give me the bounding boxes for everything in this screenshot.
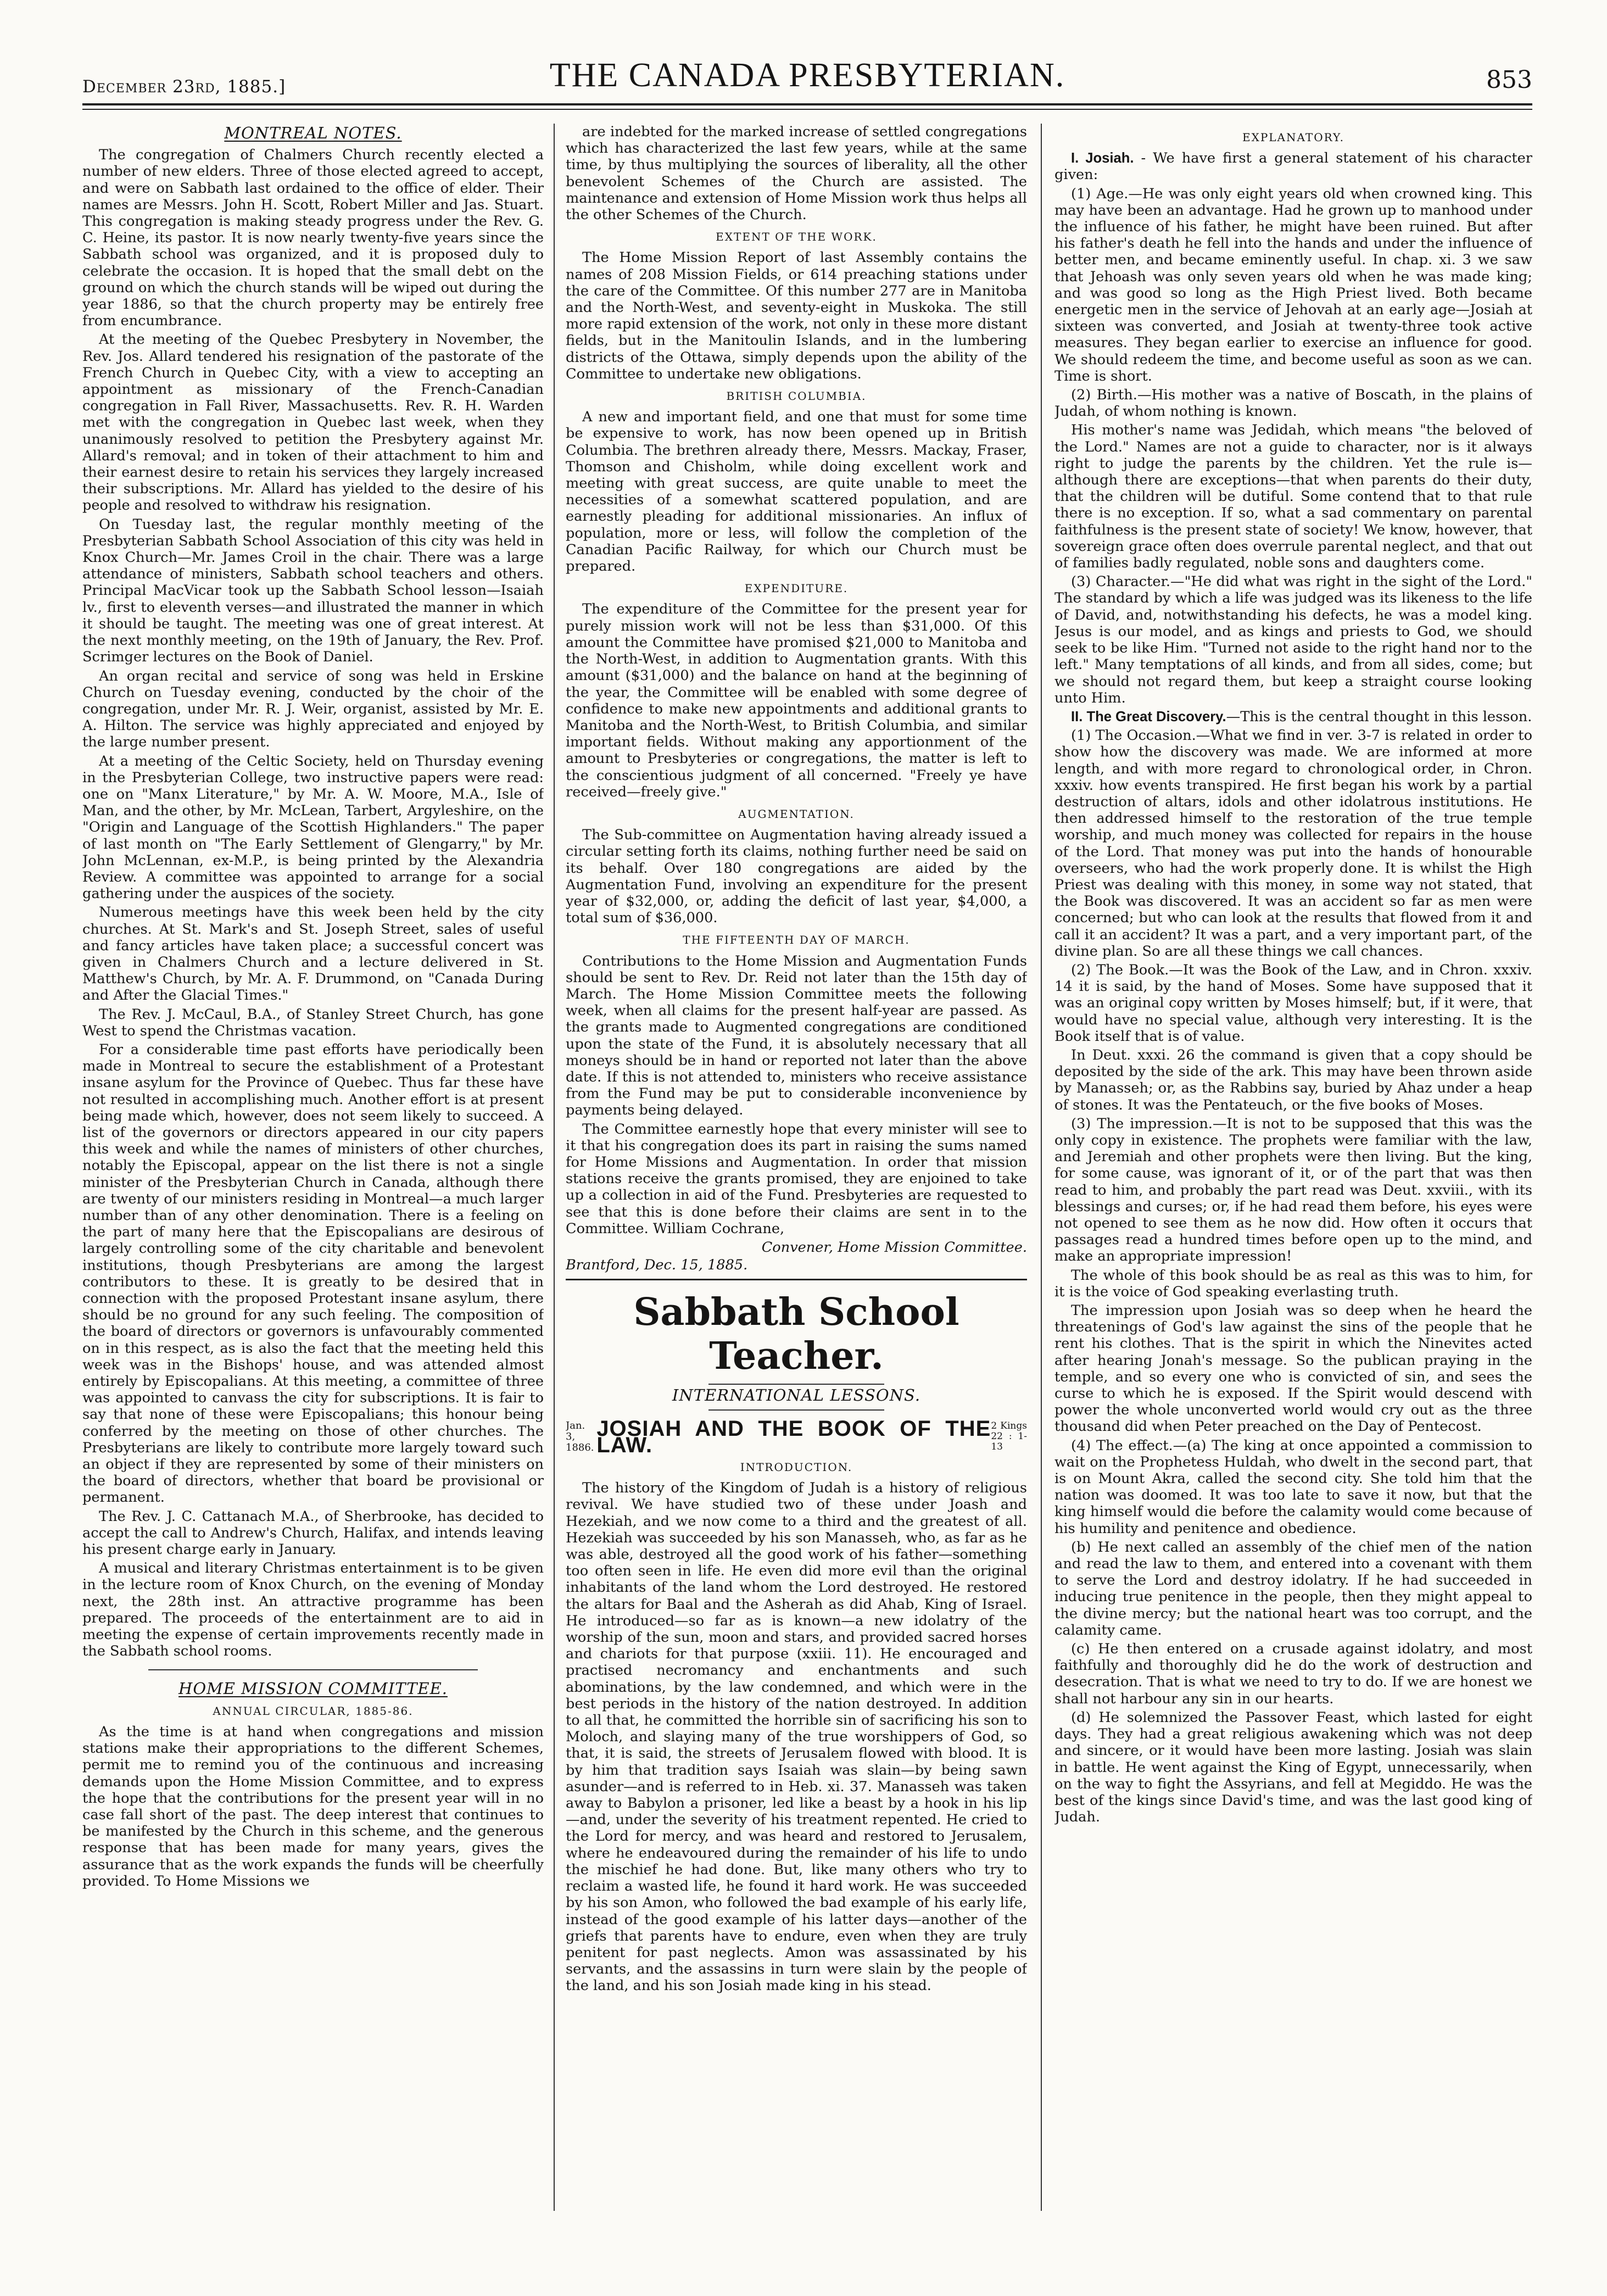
signature-place: Brantford, Dec. 15, 1885. (566, 1257, 748, 1274)
article-paragraph: A new and important field, and one that must for some time be expensive to work, has now been opened up in British Columbia. The brethren already there, Messrs. Mackay, Fraser, Thomson and Chisholm, while doing excellent work and meeting with great success, are quite unable to meet the necessities of a somewhat scattered population, and are earnestly pleading for additional missionaries. An influx of population, more or less, will follow the completion of the Canadian Pacific Railway, for which our Church must be prepared. (566, 409, 1027, 575)
header-rule-thin (82, 109, 1532, 110)
section-heading-discovery (1054, 709, 1532, 725)
masthead-title: THE CANADA PRESBYTERIAN. (549, 57, 1065, 94)
signature-title: Convener, Home Mission Committee. (761, 1239, 1027, 1256)
section-divider (566, 1279, 1027, 1280)
article-paragraph: The Committee earnestly hope that every minister will see to it that his congregation does its part in raising the sums named for Home Missions and Augmentation. In order that mission stations receive the grants promised, they are enjoined to take up a collection in aid of the Fund. Presbyteries are requested to see that this is done before their claims are sent in to the Committee. William Cochrane, (566, 1121, 1027, 1237)
article-paragraph: A musical and literary Christmas entertainment is to be given in the lecture room of Knox Church, on the evening of Monday next, the 28th inst. An attractive programme has been prepared. The proceeds of the entertainment are to aid in meeting the expense of certain improvements recently made in the Sabbath school rooms. (82, 1560, 544, 1660)
expenditure-subheading: EXPENDITURE. (744, 582, 849, 595)
article-paragraph: The whole of this book should be as real as this was to him, for it is the voice of God speaking everlasting truth. (1054, 1267, 1532, 1300)
lesson-date: Jan. 3, 1886. (566, 1419, 594, 1453)
article-paragraph: The congregation of Chalmers Church recently elected a number of new elders. Three of those elected agreed to accept, and were on Sabbath last ordained to the office of elder. Their names are Messrs. John H. Scott, Robert Miller and Jas. Stuart. This congregation is making steady progress under the Rev. G. C. Heine, its pastor. It is now nearly twenty-five years since the Sabbath school was organized, and it is proposed duly to celebrate the occasion. It is hoped that the small debt on the ground on which the church stands will be wiped out during the year 1886, so that the church property may be entirely free from encumbrance. (82, 147, 544, 330)
article-paragraph: The Rev. J. C. Cattanach M.A., of Sherbrooke, has decided to accept the call to Andrew's Church, Halifax, and intends leaving his present charge early in January. (82, 1508, 544, 1558)
article-paragraph: (b) He next called an assembly of the chief men of the nation and read the law to them, and entered into a covenant with them to serve the Lord and destroy idolatry. If he had succeeded in inducing true penitence in the people, then they might appeal to the divine mercy; but the national heart was too corrupt, and the calamity came. (1054, 1539, 1532, 1639)
lesson-reference: 2 Kings 22 : 1-13 (991, 1420, 1027, 1453)
article-paragraph: The impression upon Josiah was so deep when he heard the threatenings of God's law against the sins of the people that he rent his clothes. That is the spirit in which the Ninevites acted after hearing Jonah's message. So the publican praying in the temple, and so every one who is convicted of sin, and sees the curse to which he is exposed. If the Spirit would descend with power the whole unconverted world would cry out as the three thousand did when Peter preached on the Day of Pentecost. (1054, 1302, 1532, 1435)
section-divider (708, 1409, 884, 1411)
montreal-notes-body (82, 147, 544, 1659)
explanatory-subheading: EXPLANATORY. (1242, 131, 1345, 144)
article-paragraph: The Sub-committee on Augmentation having already issued a circular setting forth its claims, nothing further need be said on its behalf. Over 180 congregations are aided by the Augmentation Fund, involving an expenditure for the present year of $32,000, or, adding the deficit of last year, $4,000, a total sum of $36,000. (566, 827, 1027, 927)
header-rule (82, 103, 1532, 105)
article-paragraph: An organ recital and service of song was held in Erskine Church on Tuesday evening, conducted by the choir of the congregation, under Mr. R. J. Weir, organist, assisted by Mr. E. A. Hilton. The service was highly appreciated and enjoyed by the large number present. (82, 667, 544, 751)
article-paragraph: (1) Age.—He was only eight years old when crowned king. This may have been an advantage. Had he grown up to manhood under the influence of his father, he might have been ruined. But after his father's death he fell into the hands and under the influence of better men, and became eminently useful. In chap. xi. 3 we saw that Jehoash was only seven years old when he was made king; and was good so long as the High Priest lived. Both became energetic men in the service of Jehovah at an early age—Josiah at sixteen was converted, and Josiah at twenty-three took active measures. They began earlier to exercise an influence for good. We should redeem the time, and become useful as soon as we can. Time is short. (1054, 185, 1532, 384)
article-paragraph: (c) He then entered on a crusade against idolatry, and most faithfully and thoroughly did he do the work of destruction and desecration. That is what we need to try to do. If we are honest we shall not harbour any sin in our hearts. (1054, 1641, 1532, 1707)
montreal-notes-heading: MONTREAL NOTES. (224, 124, 402, 142)
annual-circular-subheading: ANNUAL CIRCULAR, 1885-86. (213, 1704, 414, 1718)
page-header (82, 55, 1532, 104)
heading-label: II. The Great Discovery. (1071, 709, 1226, 725)
article-paragraph: His mother's name was Jedidah, which means "the beloved of the Lord." Names are not a guide to character, nor is it always right to judge the parents by the children. Yet the rule is—although there are exceptions—that when parents do their duty, that the children will be dutiful. Some contend that to that rule there is no exception. If so, what a sad commentary on parental faithfulness is the present state of society! We know, however, that sovereign grace often does overrule parental neglect, and that out of families badly regulated, noble sons and daughters come. (1054, 422, 1532, 572)
article-paragraph: Contributions to the Home Mission and Augmentation Funds should be sent to Rev. Dr. Reid not later than the 15th day of March. The Home Mission Committee meets the following week, when all claims for the present half-year are passed. As the grants made to Augmented congregations are conditioned upon the state of the Fund, it is absolutely necessary that all moneys should be in hand or reported not later than the above date. If this is not attended to, ministers who receive assistance from the Fund may be put to considerable inconvenience by payments being delayed. (566, 952, 1027, 1119)
article-paragraph: Numerous meetings have this week been held by the city churches. At St. Mark's and St. Joseph Street, sales of useful and fancy articles have taken place; a successful concert was given in Chalmers Church and a lecture delivered in St. Matthew's Church, by Mr. A. F. Drummond, on "Canada During and After the Glacial Times." (82, 904, 544, 1004)
header-date: December 23rd, 1885.] (82, 77, 286, 97)
home-mission-heading: HOME MISSION COMMITTEE. (178, 1679, 448, 1698)
extent-subheading: EXTENT OF THE WORK. (716, 230, 877, 244)
column-1 (82, 124, 544, 2266)
article-paragraph: The expenditure of the Committee for the present year for purely mission work will not be less than $31,000. Of this amount the Committee have promised $21,000 to Manitoba and the North-West, in addition to Augmentation grants. With this amount ($31,000) and the balance on hand at the beginning of the year, the Committee will be enabled with some degree of confidence to make new appointments and additional grants to Manitoba and the North-West, to British Columbia, and similar important fields. Without making any apportionment of the amount to Presbyteries or congregations, the matter is left to the conscientious judgment of all concerned. "Freely ye have received—freely give." (566, 601, 1027, 800)
column-2 (566, 124, 1027, 2266)
article-paragraph: The Rev. J. McCaul, B.A., of Stanley Street Church, has gone West to spend the Christmas vacation. (82, 1006, 544, 1039)
british-columbia-subheading: BRITISH COLUMBIA. (726, 389, 867, 403)
article-paragraph: (4) The effect.—(a) The king at once appointed a commission to wait on the Prophetess Huldah, who dwelt in the second part, that is on Mount Akra, called the second city. She told him that the nation was doomed. It was too late to save it now, but that the king himself would die before the calamity would come because of his humility and penitence and obedience. (1054, 1437, 1532, 1537)
article-paragraph: In Deut. xxxi. 26 the command is given that a copy should be deposited by the side of the ark. This may have been thrown aside by Manasseh; or, as the Rabbins say, buried by Ahaz under a heap of stones. It was the Pentateuch, or the five books of Moses. (1054, 1046, 1532, 1113)
article-paragraph: (1) The Occasion.—What we find in ver. 3-7 is related in order to show how the discovery was made. We are informed at more length, and with more regard to chronological order, in Chron. xxxiv. how events transpired. He first began his work by a partial destruction of altars, idols and other idolatrous institutions. He then addressed himself to the restoration of the true temple worship, and much money was collected for repairs in the house of the Lord. That money was put into the hands of honourable overseers, who had the work properly done. It is whilst the High Priest was dealing with this money, in some way not stated, that the Book was discovered. It was an accident so far as men were concerned; but who can look at the results that flowed from it and call it an accident? It was a part, and a very important part, of the divine plan. So are all these things we call chances. (1054, 727, 1532, 960)
article-paragraph: On Tuesday last, the regular monthly meeting of the Presbyterian Sabbath School Association of this city was held in Knox Church—Mr. James Croil in the chair. There was a large attendance of ministers, Sabbath school teachers and others. Principal MacVicar took up the Sabbath School lesson—Isaiah lv., first to eleventh verses—and illustrated the manner in which it should be taught. The meeting was one of great interest. At the next monthly meeting, on the 19th of January, the Rev. Prof. Scrimger lectures on the Book of Daniel. (82, 516, 544, 666)
heading-text: - We have first a general statement of his character given: (1054, 150, 1532, 183)
heading-label: I. Josiah. (1071, 151, 1134, 166)
article-paragraph: (3) Character.—"He did what was right in the sight of the Lord." The standard by which a life was judged was its likeness to the life of David, and, notwithstanding his defects, he was a model king. Jesus is our model, and as kings and priests to God, we should seek to be like Him. "Turned not aside to the right hand nor to the left." Many temptations of all kinds, and from all sides, come; but we should not regard them, but keep a straight course looking unto Him. (1054, 573, 1532, 706)
article-paragraph: (2) The Book.—It was the Book of the Law, and in Chron. xxxiv. 14 it is said, by the hand of Moses. Some have supposed that it was an original copy written by Moses himself; but, if it were, that would have no special value, although very interesting. It is the Book itself that is of value. (1054, 961, 1532, 1045)
march-subheading: THE FIFTEENTH DAY OF MARCH. (683, 933, 910, 947)
international-lessons-heading: INTERNATIONAL LESSONS. (672, 1386, 921, 1405)
sabbath-school-teacher-heading: Sabbath School Teacher. (633, 1290, 959, 1379)
article-paragraph: (d) He solemnized the Passover Feast, which lasted for eight days. They had a great religious awakening which was not deep and sincere, or it would have been more lasting. Josiah was slain in battle. He went against the King of Egypt, unnecessarily, when on the way to fight the Assyrians, and fell at Megiddo. He was the best of the kings since David's time, and was the last good king of Judah. (1054, 1709, 1532, 1826)
column-3 (1054, 124, 1532, 2266)
article-paragraph: As the time is at hand when congregations and mission stations make their appropriations to the different Schemes, permit me to remind you of the continuous and increasing demands upon the Home Mission Committee, and to express the hope that the contributions for the present year will in no case fall short of the past. The deep interest that continues to be manifested by the Church in this scheme, and the generous response that has been made for many years, gives the assurance that as the work expands the funds will be cheerfully provided. To Home Missions we (82, 1723, 544, 1890)
heading-text: —This is the central thought in this lesson. (1226, 708, 1532, 725)
introduction-subheading: INTRODUCTION. (740, 1461, 853, 1474)
article-paragraph: The history of the Kingdom of Judah is a history of religious revival. We have studied two of these under Joash and Hezekiah, and we now come to a third and the greatest of all. Hezekiah was succeeded by his son Manasseh, who, as far as he was able, destroyed all the good work of his father—something too often seen in life. He even did more evil than the original inhabitants of the land whom the Lord destroyed. He restored the altars for Baal and the Asherah as did Ahab, King of Israel. He introduced—so far as is known—a new idolatry of the worship of the sun, moon and stars, and provided sacred horses and chariots for that purpose (xxiii. 11). He encouraged and practised necromancy and enchantments and such abominations, by the law condemned, and which were in the best periods in the history of the nation destroyed. In addition to all that, he committed the horrible sin of sacrificing his son to Moloch, and slaying many of the true worshippers of God, so that, it is said, the streets of Jerusalem flowed with blood. It is by him that tradition says Isaiah was slain—by being sawn asunder—and is referred to in Heb. xi. 37. Manasseh was taken away to Babylon a prisoner, led like a beast by a hook in his lip—and, under the severity of his treatment repented. He cried to the Lord for mercy, and was heard and restored to Jerusalem, where he endeavoured during the remainder of his life to undo the mischief he had done. But, like many others who try to reclaim a wasted life, he found it hard work. He was succeeded by his son Amon, who followed the bad example of his early life, instead of the good example of his latter days—another of the griefs that parents have to endure, even when they are truly penitent for past neglects. Amon was assassinated by his servants, and the assassins in turn were slain by the people of the land, and his son Josiah made king in his stead. (566, 1480, 1027, 1994)
lesson-header (566, 1416, 1027, 1457)
article-paragraph: At the meeting of the Quebec Presbytery in November, the Rev. Jos. Allard tendered his resignation of the pastorate of the French Church in Quebec City, with a view to accepting an appointment as missionary of the French-Canadian congregation in Fall River, Massachusetts. Rev. R. H. Warden met with the congregation in Quebec last week, when they unanimously resolved to petition the Presbytery against Mr. Allard's removal; and in token of their attachment to him and their earnest desire to retain his services they largely increased their subscriptions. Mr. Allard has yielded to the desire of his people and resolved to withdraw his resignation. (82, 331, 544, 514)
article-paragraph: (3) The impression.—It is not to be supposed that this was the only copy in existence. The prophets were familiar with the law, and Jeremiah and other prophets were then living. But the king, for some cause, was ignorant of it, or of the part that was then read to him, and probably the part read was Deut. xxviii., with its blessings and curses; or, if he had read them before, his eyes were not opened to see them as he now did. How often it occurs that passages read a hundred times before open up to the mind, and make an appropriate impression! (1054, 1115, 1532, 1265)
article-paragraph: The Home Mission Report of last Assembly contains the names of 208 Mission Fields, or 614 preaching stations under the care of the Committee. Of this number 277 are in Manitoba and the North-West, and seventy-eight in Muskoka. The still more rapid extension of the work, not only in these more distant fields, but in the Manitoulin Islands, and in the lumbering districts of the Ottawa, simply depends upon the ability of the Committee to undertake new obligations. (566, 249, 1027, 382)
article-paragraph: For a considerable time past efforts have periodically been made in Montreal to secure the establishment of a Protestant insane asylum for the Province of Quebec. Thus far these have not resulted in accomplishing much. Another effort is at present being made which, however, does not seem likely to succeed. A list of the governors or directors appeared in our city papers this week and while the names of ministers of other churches, notably the Episcopal, appear on the list there is not a single minister of the Presbyterian Church in Canada, although there are twenty of our ministers residing in Montreal—a much larger number than of any other denomination. There is a feeling on the part of many here that the Episcopalians are desirous of largely controlling some of the city charitable and benevolent institutions, though Presbyterians are among the largest contributors to these. It is greatly to be desired that in connection with the proposed Protestant insane asylum, there should be no ground for any such feeling. The composition of the board of directors or governors is unfavourably commented on in this respect, as is also the fact that the meeting held this week was in the Bishops' house, and was attended almost entirely by Episcopalians. At this meeting, a committee of three was appointed to canvass the city for subscriptions. It is fair to say that none of these were Episcopalians; this honour being conferred by the meeting on those of other churches. The Presbyterians are likely to contribute more largely toward such an object if they are represented by some of their ministers on the board of directors, whether that board be provisional or permanent. (82, 1041, 544, 1506)
article-paragraph: are indebted for the marked increase of settled congregations which has characterized the last few years, while at the same time, by thus multiplying the sources of liberality, all the other benevolent Schemes of the Church are assisted. The maintenance and extension of Home Mission work thus helps all the other Schemes of the Church. (566, 124, 1027, 224)
page-number: 853 (1486, 66, 1532, 94)
article-paragraph: At a meeting of the Celtic Society, held on Thursday evening in the Presbyterian College, two instructive papers were read: one on "Manx Literature," by Mr. A. W. Moore, M.A., Isle of Man, and the other, by Mr. McLean, Tarbert, Argyleshire, on the "Origin and Language of the Scottish Highlanders." The paper of last month on "The Early Settlement of Glengarry," by Mr. John McLennan, ex-M.P., is being printed by the Alexandria Review. A committee was appointed to arrange for a social gathering under the auspices of the society. (82, 753, 544, 902)
column-divider (554, 124, 555, 2211)
section-divider (148, 1669, 478, 1670)
lesson-title: JOSIAH AND THE BOOK OF THE LAW. (596, 1416, 991, 1457)
section-divider (708, 1384, 884, 1385)
column-divider (1041, 124, 1042, 2211)
augmentation-subheading: AUGMENTATION. (738, 807, 855, 821)
section-heading-josiah (1054, 150, 1532, 183)
article-paragraph: (2) Birth.—His mother was a native of Boscath, in the plains of Judah, of whom nothing is known. (1054, 387, 1532, 420)
